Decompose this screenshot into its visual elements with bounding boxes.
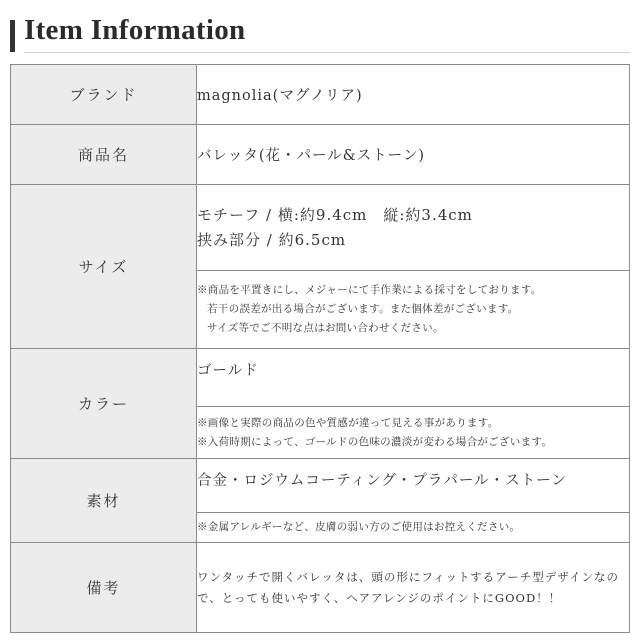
remarks-label: 備考: [11, 543, 197, 633]
color-note-1: ※画像と実際の商品の色や質感が違って見える事があります。: [197, 416, 499, 429]
table-row-remarks: [11, 543, 630, 633]
size-notes: [197, 271, 630, 349]
material-note: ※金属アレルギーなど、皮膚の弱い方のご使用はお控えください。: [197, 513, 630, 543]
table-row-material: [11, 459, 630, 513]
product-label: 商品名: [11, 125, 197, 185]
header-rule: [24, 52, 630, 53]
brand-label: ブランド: [11, 65, 197, 125]
product-value: バレッタ(花・パール&ストーン): [197, 125, 630, 185]
material-label: 素材: [11, 459, 197, 543]
color-label: カラー: [11, 349, 197, 459]
remarks-value: ワンタッチで開くバレッタは、頭の形にフィットするアーチ型デザインなので、とっても使いやすく、ヘアアレンジのポイントにGOOD！！: [197, 543, 630, 633]
table-row-brand: [11, 65, 630, 125]
size-value: [197, 185, 630, 271]
table-row-size: [11, 185, 630, 271]
table-row-product: [11, 125, 630, 185]
size-clip: 挟み部分 / 約6.5cm: [197, 230, 347, 249]
table-row-color: [11, 349, 630, 407]
size-note-3: サイズ等でご不明な点はお問い合わせください。: [207, 322, 444, 334]
size-motif: モチーフ / 横:約9.4cm 縦:約3.4cm: [197, 205, 473, 224]
material-value: 合金・ロジウムコーティング・プラパール・ストーン: [197, 459, 630, 513]
color-note-2: ※入荷時期によって、ゴールドの色味の濃淡が変わる場合がございます。: [197, 435, 553, 448]
size-note-1: ※商品を平置きにし、メジャーにて手作業による採寸をしております。: [197, 284, 542, 296]
header-accent-bar: [10, 20, 15, 52]
brand-value: magnolia(マグノリア): [197, 65, 630, 125]
section-title: Item Information: [24, 14, 246, 46]
section-header: [10, 14, 630, 54]
item-info-table: [10, 64, 630, 633]
size-note-2: 若干の誤差が出る場合がございます。また個体差がございます。: [207, 303, 519, 315]
color-notes: [197, 407, 630, 459]
size-label: サイズ: [11, 185, 197, 349]
color-value: ゴールド: [197, 349, 630, 407]
